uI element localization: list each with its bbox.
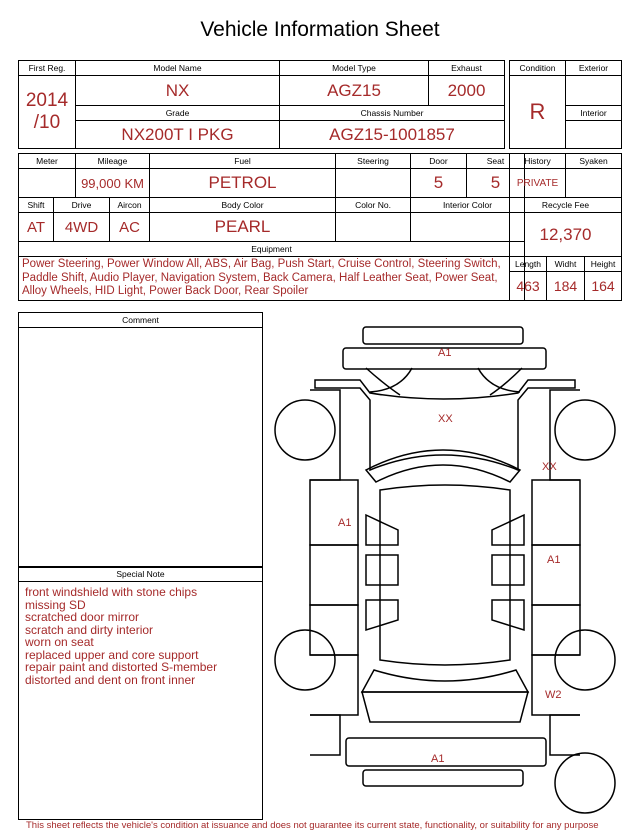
body-color-value: PEARL bbox=[150, 213, 336, 242]
grade-value: NX200T I PKG bbox=[76, 121, 280, 149]
mileage-value: 99,000 KM bbox=[76, 169, 150, 198]
model-name-value: NX bbox=[76, 76, 280, 106]
disclaimer-footer: This sheet reflects the vehicle's condition at issuance and does not guarantee its current state, functionality, or suitability for any purpose bbox=[26, 820, 599, 831]
seat-label: Seat bbox=[467, 154, 525, 169]
syaken-value bbox=[566, 169, 622, 198]
hood-panel bbox=[315, 380, 575, 470]
equipment-value: Power Steering, Power Window All, ABS, Air Bag, Push Start, Cruise Control, Steering Switch, Paddle Shift, Audio Player, Navigation System, Back Camera, Half Leather Seat, Power Seat, Alloy Wheels, HID Light, Power Back Door, Rear Spoiler bbox=[19, 257, 525, 301]
left-rear-door bbox=[310, 605, 358, 655]
door-label: Door bbox=[411, 154, 467, 169]
mark-right-rear-fender: W2 bbox=[545, 689, 562, 701]
trunk-lid bbox=[362, 692, 528, 722]
special-note-item: repair paint and distorted S-member bbox=[25, 660, 218, 674]
right-side-window bbox=[492, 555, 524, 585]
first-reg-month: /10 bbox=[33, 112, 61, 133]
front-bumper-top bbox=[363, 327, 523, 344]
mark-right-rear-door: A1 bbox=[547, 554, 561, 566]
width-value: 184 bbox=[547, 272, 585, 301]
color-no-value bbox=[336, 213, 411, 242]
special-note-item: scratch and dirty interior bbox=[25, 622, 154, 637]
condition-table bbox=[509, 60, 622, 149]
mileage-label: Mileage bbox=[76, 154, 150, 169]
drive-label: Drive bbox=[54, 198, 110, 213]
fuel-label: Fuel bbox=[150, 154, 336, 169]
condition-label: Condition bbox=[510, 61, 566, 76]
special-note-item: missing SD bbox=[25, 597, 86, 612]
grade-label: Grade bbox=[76, 106, 280, 121]
rear-bumper-bottom bbox=[363, 770, 523, 786]
exhaust-value: 2000 bbox=[429, 76, 505, 106]
left-front-fender bbox=[310, 480, 358, 545]
sheet-title: Vehicle Information Sheet bbox=[200, 18, 440, 41]
mark-hood: XX bbox=[438, 413, 453, 425]
history-label: History bbox=[510, 154, 566, 169]
mark-front-bumper: A1 bbox=[438, 347, 452, 359]
exterior-value bbox=[566, 76, 622, 106]
shift-value: AT bbox=[19, 213, 54, 242]
special-note-item: scratched door mirror bbox=[25, 610, 140, 624]
rear-bumper bbox=[346, 738, 546, 766]
chassis-number-label: Chassis Number bbox=[280, 106, 505, 121]
left-rear-panel bbox=[310, 715, 340, 755]
meter-label: Meter bbox=[19, 154, 76, 169]
special-note-box bbox=[18, 566, 263, 820]
special-note-item: worn on seat bbox=[25, 635, 94, 649]
exhaust-label: Exhaust bbox=[429, 61, 505, 76]
first-reg-value bbox=[19, 76, 76, 149]
spare-wheel bbox=[555, 753, 615, 813]
interior-color-label: Interior Color bbox=[411, 198, 525, 213]
length-label: Length bbox=[510, 257, 547, 272]
right-rear-door bbox=[532, 605, 580, 655]
height-label: Height bbox=[585, 257, 622, 272]
seat-value: 5 bbox=[467, 169, 525, 198]
exterior-label: Exterior bbox=[566, 61, 622, 76]
right-front-wheel bbox=[555, 400, 615, 460]
vehicle-spec-table bbox=[18, 153, 525, 301]
height-value: 164 bbox=[585, 272, 622, 301]
first-reg-label: First Reg. bbox=[19, 61, 76, 76]
left-front-window bbox=[366, 515, 398, 545]
interior-label: Interior bbox=[566, 106, 622, 121]
special-note-list bbox=[19, 582, 262, 690]
recycle-fee-value: 12,370 bbox=[510, 213, 622, 257]
history-value: PRIVATE bbox=[510, 169, 566, 198]
mark-left-front-door: A1 bbox=[338, 517, 352, 529]
aircon-value: AC bbox=[110, 213, 150, 242]
interior-value bbox=[566, 121, 622, 149]
mark-right-front-fender: XX bbox=[542, 461, 557, 473]
door-value: 5 bbox=[411, 169, 467, 198]
special-note-item: front windshield with stone chips bbox=[25, 585, 198, 599]
left-side-window bbox=[366, 555, 398, 585]
history-table bbox=[509, 153, 622, 301]
vehicle-main-table bbox=[18, 60, 505, 149]
recycle-fee-label: Recycle Fee bbox=[510, 198, 622, 213]
shift-label: Shift bbox=[19, 198, 54, 213]
model-type-value: AGZ15 bbox=[280, 76, 429, 106]
fuel-value: PETROL bbox=[150, 169, 336, 198]
steering-label: Steering bbox=[336, 154, 411, 169]
syaken-label: Syaken bbox=[566, 154, 622, 169]
right-rear-window bbox=[492, 600, 524, 630]
car-damage-diagram bbox=[270, 320, 625, 820]
model-type-label: Model Type bbox=[280, 61, 429, 76]
left-front-wheel bbox=[275, 400, 335, 460]
roof-panel bbox=[380, 485, 510, 665]
mark-rear-bumper: A1 bbox=[431, 753, 445, 765]
special-note-item: replaced upper and core support bbox=[25, 647, 199, 662]
left-rear-wheel bbox=[275, 630, 335, 690]
right-front-fender bbox=[532, 480, 580, 545]
special-note-label: Special Note bbox=[19, 567, 262, 582]
first-reg-year: 2014 bbox=[25, 90, 69, 111]
comment-box bbox=[18, 312, 263, 568]
color-no-label: Color No. bbox=[336, 198, 411, 213]
body-color-label: Body Color bbox=[150, 198, 336, 213]
left-rear-window bbox=[366, 600, 398, 630]
interior-color-value bbox=[411, 213, 525, 242]
aircon-label: Aircon bbox=[110, 198, 150, 213]
left-front-door bbox=[310, 545, 358, 605]
headlight-lines bbox=[370, 368, 520, 392]
width-label: Widht bbox=[547, 257, 585, 272]
chassis-number-value: AGZ15-1001857 bbox=[280, 121, 505, 149]
model-name-label: Model Name bbox=[76, 61, 280, 76]
steering-value bbox=[336, 169, 411, 198]
comment-label: Comment bbox=[19, 313, 262, 328]
right-rear-panel bbox=[550, 715, 580, 755]
condition-value: R bbox=[510, 76, 566, 149]
meter-value bbox=[19, 169, 76, 198]
hood-lines bbox=[366, 368, 522, 395]
left-front-fender-top bbox=[310, 390, 340, 480]
equipment-label: Equipment bbox=[19, 242, 525, 257]
rear-window bbox=[362, 670, 528, 692]
right-rear-wheel bbox=[555, 630, 615, 690]
right-front-window bbox=[492, 515, 524, 545]
length-value: 463 bbox=[510, 272, 547, 301]
special-note-item: distorted and dent on front inner bbox=[25, 672, 196, 687]
drive-value: 4WD bbox=[54, 213, 110, 242]
